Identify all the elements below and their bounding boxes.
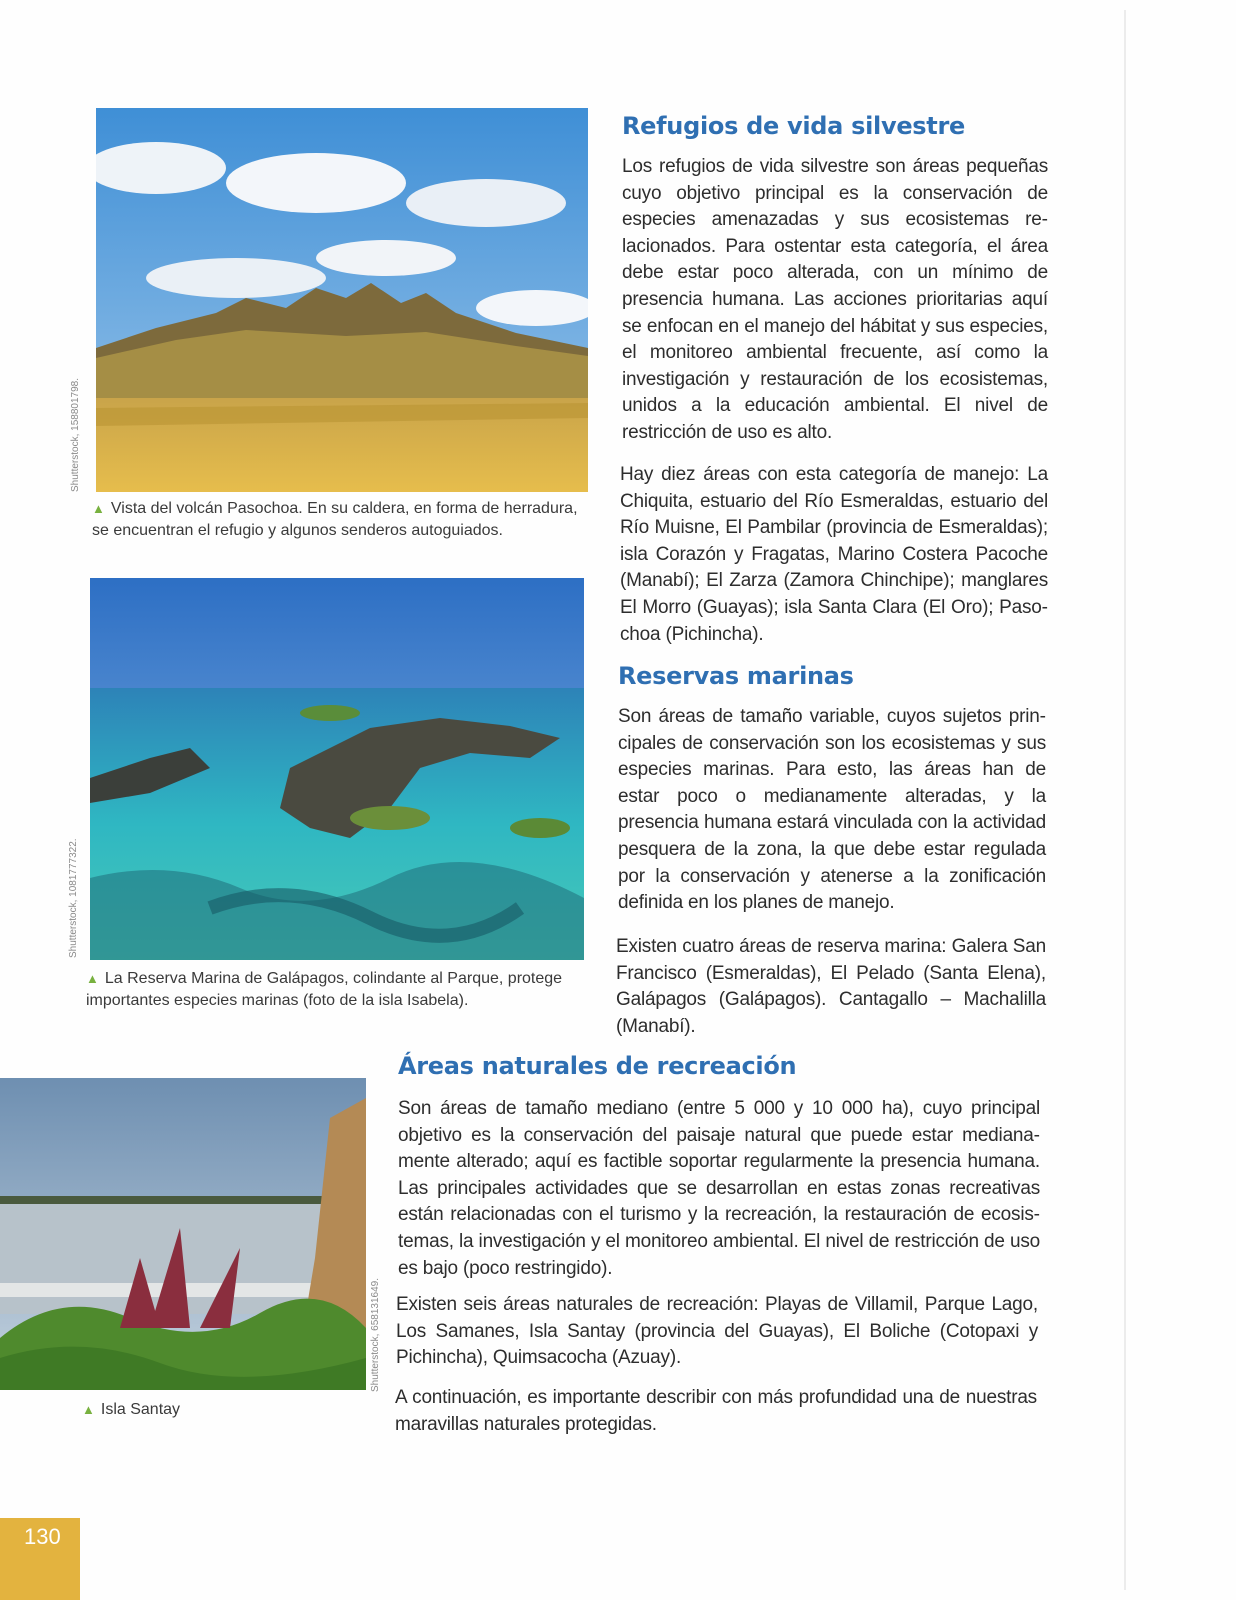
photo-caption: ▲ La Reserva Marina de Galápagos, colindante al Parque, protege importantes especies marinas (foto de la isla Isabela). — [86, 970, 563, 1009]
paragraph: Los refugios de vida silvestre son áreas pequeñas cuyo objetivo principal es la conservación de especies amenazadas y sus ecosistemas relacionados. Para ostentar esta categoría, el área debe estar poco alterada, con un mínimo de presencia humana. Las acciones prioritarias aquí se enfocan en el manejo del hábitat y sus especies, el monitoreo ambiental frecuente, así como la investigación y restauración de los ecosistemas, unidos a la educación ambiental. El nivel de restricción de uso es alto. — [622, 156, 1048, 443]
section-heading-reservas-marinas: Reservas marinas — [618, 662, 854, 690]
photo-credit: Shutterstock, 658131649. — [370, 1278, 381, 1392]
photo-caption: ▲ Isla Santay — [82, 1401, 181, 1418]
paragraph: Son áreas de tamaño mediano (entre 5 000 y 10 000 ha), cuyo principal objetivo es la conservación del paisaje natural que puede estar medianamente alterado; aquí es factible soportar regularmente la presencia humana. Las principales actividades que se desarrollan en estas zonas recreativas están relacionadas con el turismo y la recreación, la restauración de ecosistemas, la investigación y el monitoreo ambiental. El nivel de restricción de uso es bajo (poco restringido). — [398, 1098, 1040, 1279]
marine-reserve-photo — [90, 578, 584, 960]
paragraph: Hay diez áreas con esta categoría de manejo: La Chiquita, estuario del Río Esmeraldas, estuario del Río Muisne, El Pambilar (provincia de Esmeraldas); isla Corazón y Fragatas, Marino Costera Pacoche (Manabí); El Zarza (Zamora Chinchipe); manglares El Morro (Guayas); isla Santa Clara (El Oro); Pasochoa (Pichincha). — [620, 464, 1048, 645]
paragraph: Son áreas de tamaño variable, cuyos sujetos principales de conservación son los ecosistemas y sus especies marinas. Para esto, las áreas han de estar poco o medianamente alteradas, y la presencia humana estará vinculada con la actividad pesquera de la zona, la que debe estar regulada por la conservación y atenerse a la zonificación definida en los planes de manejo. — [618, 706, 1046, 914]
volcano-photo — [96, 108, 588, 492]
section-heading-areas-recreacion: Áreas naturales de recreación — [398, 1052, 797, 1080]
photo-credit: Shutterstock, 158801798. — [70, 378, 81, 492]
page-number: 130 — [24, 1524, 61, 1549]
paragraph: A continuación, es importante describir con más profundidad una de nuestras maravillas naturales protegidas. — [395, 1387, 1037, 1435]
caption-triangle-icon: ▲ — [92, 501, 105, 516]
isla-santay-photo — [0, 1078, 366, 1390]
photo-credit: Shutterstock, 1081777322. — [68, 838, 79, 958]
paragraph: Existen cuatro áreas de reserva marina: Galera San Francisco (Esmeraldas), El Pelado (Santa Elena), Galápagos (Galápagos). Cantagallo – Machalilla (Manabí). — [616, 936, 1046, 1037]
section-heading-refugios: Refugios de vida silvestre — [622, 112, 965, 140]
page-edge — [1124, 10, 1126, 1590]
photo-caption: ▲ Vista del volcán Pasochoa. En su caldera, en forma de herradura, se encuentran el refugio y algunos senderos autoguiados. — [92, 500, 578, 539]
caption-triangle-icon: ▲ — [86, 971, 99, 986]
caption-triangle-icon: ▲ — [82, 1402, 95, 1417]
paragraph: Existen seis áreas naturales de recreación: Playas de Villamil, Parque Lago, Los Samanes, Isla Santay (provincia del Guayas), El Boliche (Cotopaxi y Pichincha), Quimsacocha (Azuay). — [396, 1294, 1038, 1369]
